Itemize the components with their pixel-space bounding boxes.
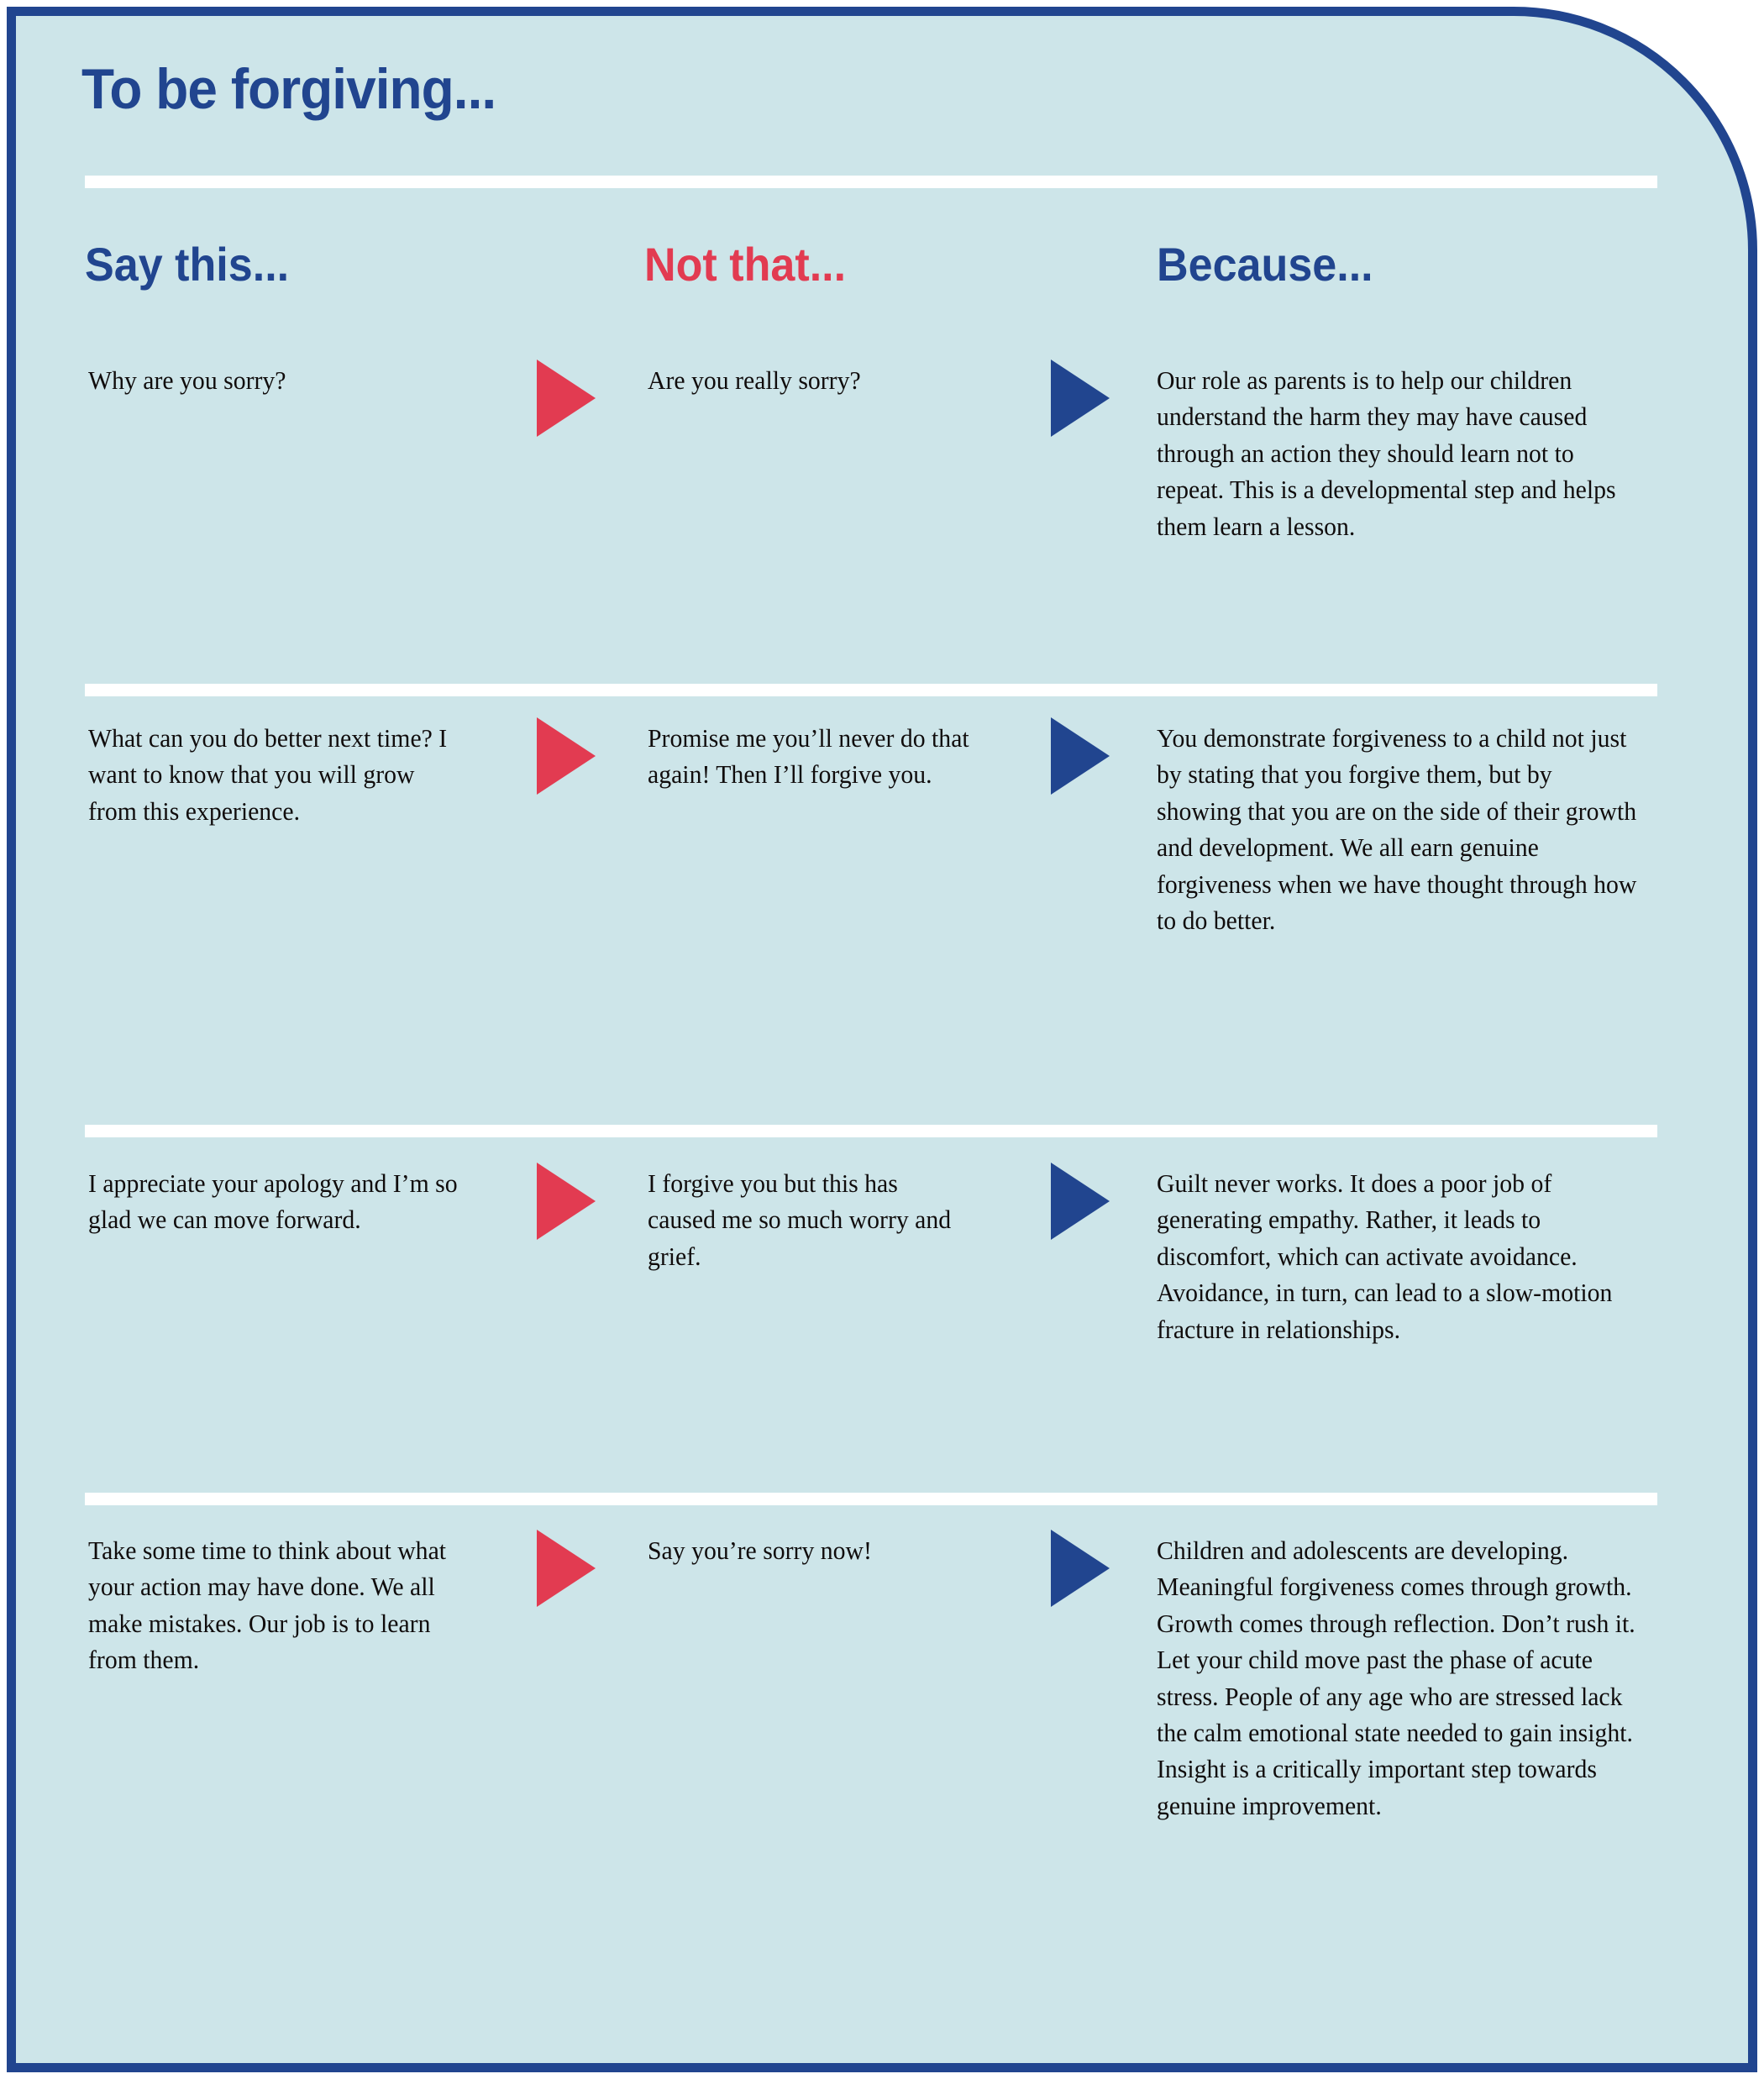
cell-not-that: Are you really sorry? — [648, 365, 861, 395]
cell-say-this: What can you do better next time? I want to know that you will grow from this experience. — [88, 723, 448, 826]
arrow-right-blue-icon — [1051, 717, 1110, 795]
infographic-card — [7, 7, 1757, 2072]
card-inner — [16, 16, 1748, 2063]
cell-because: Guilt never works. It does a poor job of generating empathy. Rather, it leads to discomfort, which can activate avoidance. Avoidance, in turn, can lead to a slow-motion fracture in relationships. — [1157, 1168, 1613, 1344]
cell-because: Our role as parents is to help our children understand the harm they may have caused through an action they should learn not to repeat. This is a developmental step and helps them learn a lesson. — [1157, 365, 1616, 541]
arrow-right-blue-icon — [1051, 1163, 1110, 1240]
divider-row-1 — [85, 684, 1657, 696]
divider-title — [85, 176, 1657, 188]
arrow-right-red-icon — [537, 360, 596, 437]
cell-say-this: I appreciate your apology and I’m so glad we can move forward. — [88, 1168, 458, 1235]
cell-say-this: Take some time to think about what your action may have done. We all make mistakes. Our job is to learn from them. — [88, 1536, 447, 1675]
arrow-right-blue-icon — [1051, 360, 1110, 437]
arrow-right-red-icon — [537, 1530, 596, 1607]
page-title: To be forgiving... — [81, 57, 496, 121]
cell-not-that: Say you’re sorry now! — [648, 1536, 872, 1565]
divider-row-3 — [85, 1493, 1657, 1505]
arrow-right-red-icon — [537, 1163, 596, 1240]
column-header-because: Because... — [1157, 238, 1373, 291]
column-header-say-this: Say this... — [85, 238, 290, 291]
arrow-right-red-icon — [537, 717, 596, 795]
cell-say-this: Why are you sorry? — [88, 365, 286, 395]
divider-row-2 — [85, 1125, 1657, 1137]
cell-because: You demonstrate forgiveness to a child not just by stating that you forgive them, but by showing that you are on the side of their growth and development. We all earn genuine forgiveness when we have thought through how to do better. — [1157, 723, 1637, 935]
cell-not-that: Promise me you’ll never do that again! Then I’ll forgive you. — [648, 723, 969, 790]
cell-because: Children and adolescents are developing. Meaningful forgiveness comes through growth. Growth comes through reflection. Don’t rush it. Let your child move past the phase of acute stress. People of any age who are stressed lack the calm emotional state needed to gain insight. Insight is a critically important step towards genuine improvement. — [1157, 1536, 1635, 1820]
cell-not-that: I forgive you but this has caused me so much worry and grief. — [648, 1168, 952, 1271]
column-header-not-that: Not that... — [644, 238, 847, 291]
arrow-right-blue-icon — [1051, 1530, 1110, 1607]
